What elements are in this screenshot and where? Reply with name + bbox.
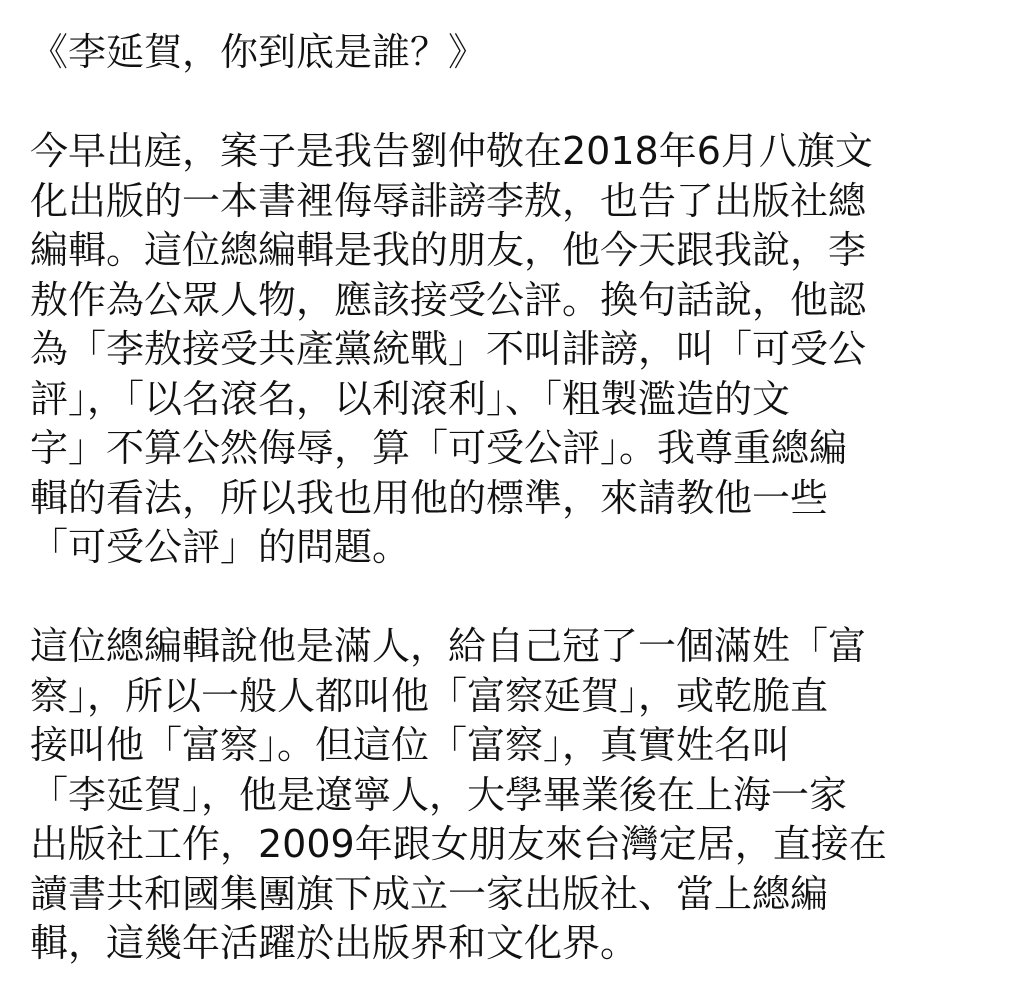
paragraph-line: 評」，「以名滾名，以利滾利」、「粗製濫造的文 bbox=[30, 376, 791, 421]
paragraph-line: 字」不算公然侮辱，算「可受公評」。我尊重總編 bbox=[30, 426, 848, 470]
paragraph-line: 這位總編輯說他是滿人，給自己冠了一個滿姓「富 bbox=[30, 624, 867, 668]
paragraph-line: 今早出庭，案子是我告劉仲敬在2018年6月八旗文 bbox=[30, 129, 873, 173]
paragraph-line: 「李延賀」，他是遼寧人，大學畢業後在上海一家 bbox=[30, 772, 848, 817]
document bbox=[30, 28, 1000, 969]
paragraph-line: 化出版的一本書裡侮辱誹謗李敖，也告了出版社總 bbox=[30, 178, 867, 223]
paragraph-line: 輯，這幾年活躍於出版界和文化界。 bbox=[30, 921, 639, 965]
paragraph-line: 接叫他「富察」。但這位「富察」，真實姓名叫 bbox=[30, 723, 791, 767]
document-title: 《李延賀，你到底是誰？》 bbox=[30, 30, 487, 74]
paragraph-line: 讀書共和國集團旗下成立一家出版社、當上總編 bbox=[30, 871, 829, 916]
paragraph-line: 敖作為公眾人物，應該接受公評。換句話說，他認 bbox=[30, 277, 867, 322]
paragraph-line: 「可受公評」的問題。 bbox=[30, 525, 411, 569]
paragraph-line: 出版社工作，2009年跟女朋友來台灣定居，直接在 bbox=[30, 822, 887, 866]
paragraph-line: 為「李敖接受共產黨統戰」不叫誹謗，叫「可受公 bbox=[30, 327, 867, 371]
paragraph-line: 輯的看法，所以我也用他的標準，來請教他一些 bbox=[30, 475, 829, 520]
paragraph-2 bbox=[30, 622, 1000, 969]
paragraph-line: 察」，所以一般人都叫他「富察延賀」，或乾脆直 bbox=[30, 673, 829, 718]
paragraph-1 bbox=[30, 127, 1000, 573]
paragraph-line: 編輯。這位總編輯是我的朋友，他今天跟我說，李 bbox=[30, 228, 867, 272]
